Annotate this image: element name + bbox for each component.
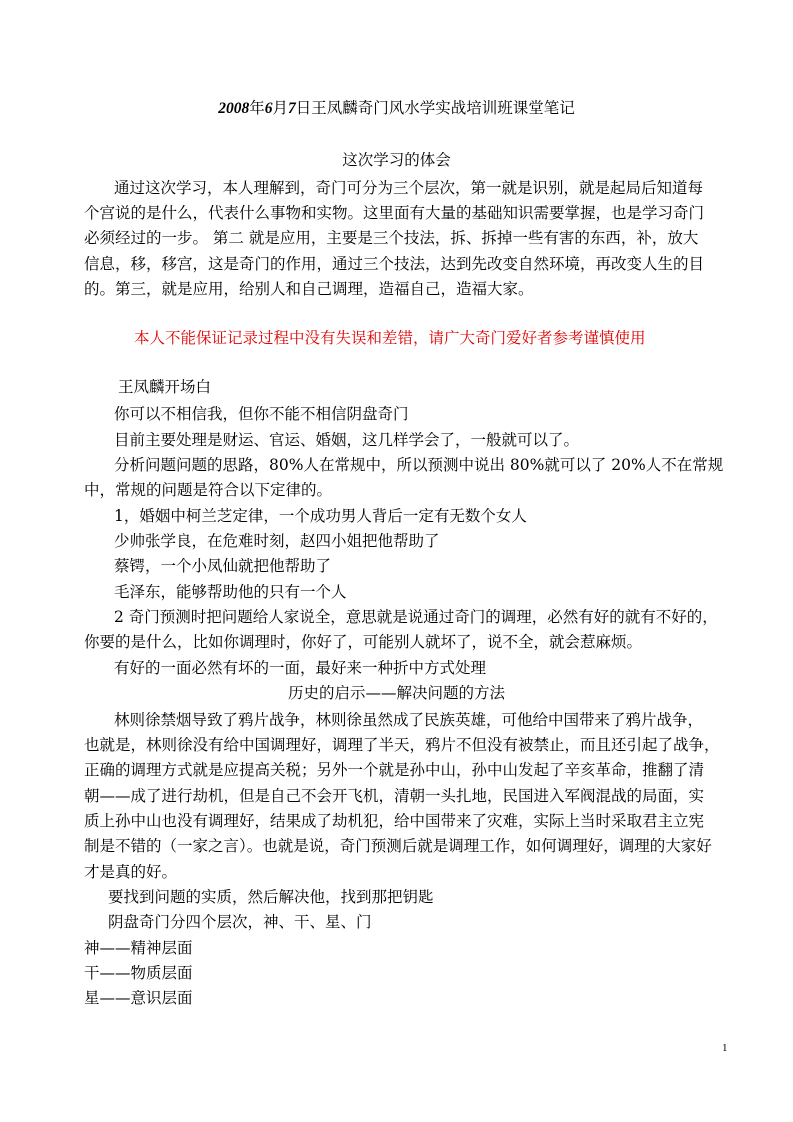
section-heading: 这次学习的体会 <box>342 151 451 169</box>
paragraph-line: 才是真的好。 <box>84 863 178 881</box>
paragraph-line: 制是不错的（一家之言）。也就是说，奇门预测后就是调理工作，如何调理好，调理的大家好 <box>84 837 712 855</box>
paragraph-line: 毛泽东，能够帮助他的只有一个人 <box>114 583 347 601</box>
page-title: 2008年6月7日王凤麟奇门风水学实战培训班课堂笔记 <box>218 99 575 117</box>
paragraph-line: 星——意识层面 <box>84 989 193 1007</box>
paragraph-line: 的。第三，就是应用，给别人和自己调理，造福自己，造福大家。 <box>84 280 534 298</box>
paragraph-line: 2 奇门预测时把问题给人家说全，意思就是说通过奇门的调理，必然有好的就有不好的， <box>114 608 718 626</box>
page-number: 1 <box>722 1042 728 1054</box>
paragraph-line: 通过这次学习，本人理解到，奇门可分为三个层次，第一就是识别，就是起局后知道每 <box>114 179 704 197</box>
paragraph-line: 也就是，林则徐没有给中国调理好，调理了半天，鸦片不但没有被禁止，而且还引起了战争， <box>84 736 720 754</box>
paragraph-line: 个宫说的是什么，代表什么事物和实物。这里面有大量的基础知识需要掌握，也是学习奇门 <box>84 204 705 222</box>
paragraph-line: 有好的一面必然有坏的一面，最好来一种折中方式处理 <box>114 659 487 677</box>
paragraph-line: 1，婚姻中柯兰芝定律，一个成功男人背后一定有无数个女人 <box>114 507 527 525</box>
paragraph-line: 干——物质层面 <box>84 964 193 982</box>
paragraph-line: 阴盘奇门分四个层次，神、干、星、门 <box>108 913 372 931</box>
paragraph-line: 朝——成了进行劫机，但是自己不会开飞机，清朝一头扎地，民国进入军阀混战的局面，实 <box>84 787 705 805</box>
paragraph-line: 必须经过的一步。 第二 就是应用，主要是三个技法，拆、拆掉一些有害的东西，补，放大 <box>84 229 699 247</box>
paragraph-line: 信息，移，移宫，这是奇门的作用，通过三个技法，达到先改变自然环境，再改变人生的目 <box>84 255 705 273</box>
paragraph-line: 分析问题问题的思路，80%人在常规中，所以预测中说出 80%就可以了 20%人不在常规 <box>114 456 724 474</box>
paragraph-line: 中，常规的问题是符合以下定律的。 <box>84 481 333 499</box>
paragraph-line: 你可以不相信我，但你不能不相信阴盘奇门 <box>114 405 409 423</box>
paragraph-line: 王凤麟开场白 <box>118 378 212 396</box>
paragraph-line: 蔡锷，一个小凤仙就把他帮助了 <box>114 557 332 575</box>
section-heading: 历史的启示——解决问题的方法 <box>287 684 505 702</box>
paragraph-line: 正确的调理方式就是应提高关税；另外一个就是孙中山，孙中山发起了辛亥革命，推翻了清 <box>84 761 705 779</box>
disclaimer-notice: 本人不能保证记录过程中没有失误和差错，请广大奇门爱好者参考谨慎使用 <box>134 329 646 347</box>
paragraph-line: 你要的是什么，比如你调理时，你好了，可能别人就坏了，说不全，就会惹麻烦。 <box>84 633 643 651</box>
paragraph-line: 少帅张学良，在危难时刻，赵四小姐把他帮助了 <box>114 532 440 550</box>
paragraph-line: 目前主要处理是财运、官运、婚姻，这几样学会了，一般就可以了。 <box>114 431 580 449</box>
paragraph-line: 质上孙中山也没有调理好，结果成了劫机犯，给中国带来了灾难，实际上当时采取君主立宪 <box>84 812 705 830</box>
paragraph-line: 要找到问题的实质，然后解决他，找到那把钥匙 <box>108 888 434 906</box>
paragraph-line: 林则徐禁烟导致了鸦片战争，林则徐虽然成了民族英雄，可他给中国带来了鸦片战争， <box>114 711 704 729</box>
paragraph-line: 神——精神层面 <box>84 939 193 957</box>
